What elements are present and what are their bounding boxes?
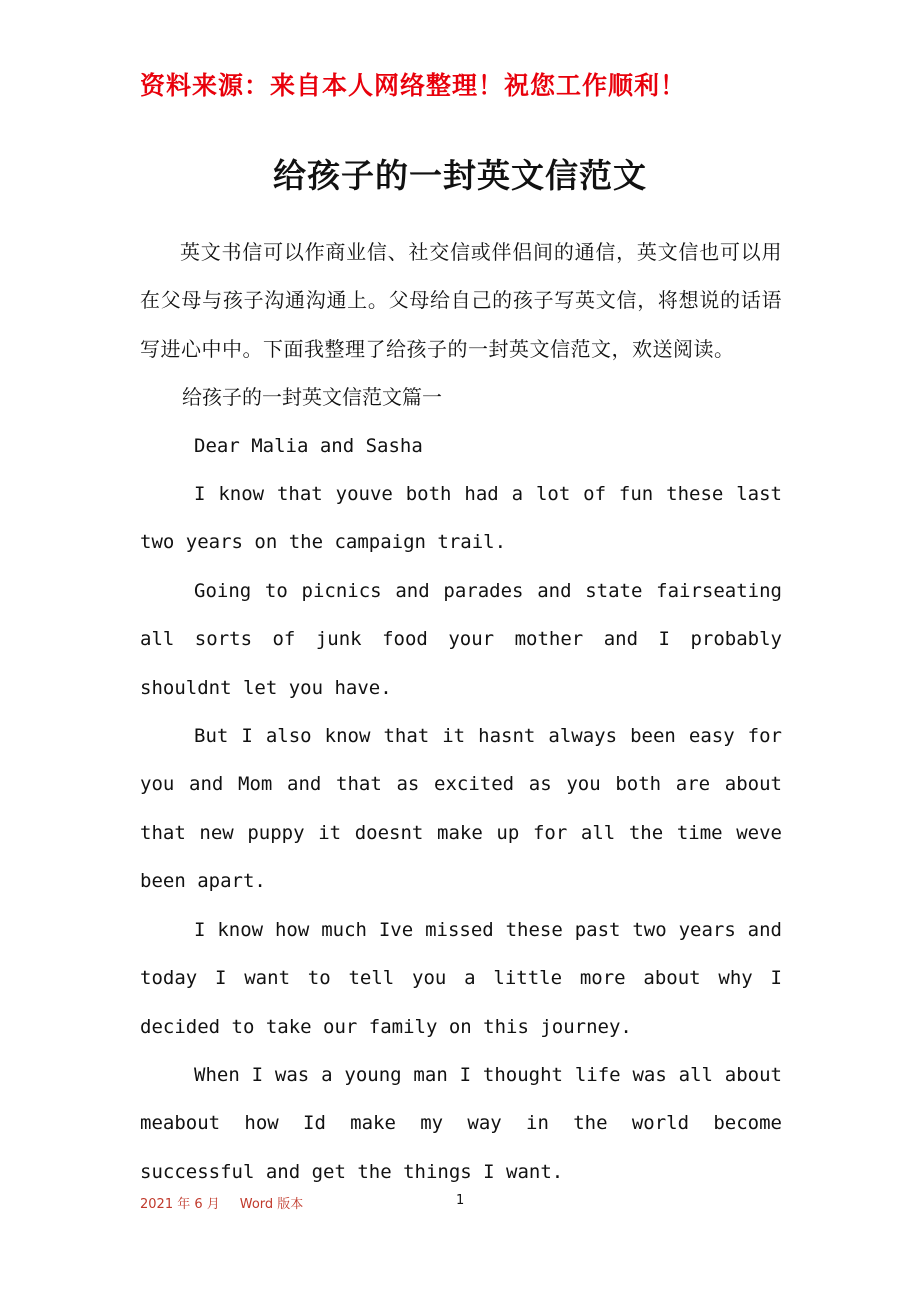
letter-paragraph: When I was a young man I thought life was all about meabout how Id make my way in the world become successful and get the things I want. xyxy=(140,1063,782,1183)
footer-version: Word 版本 xyxy=(239,1197,304,1212)
letter-paragraph: Going to picnics and parades and state fairseating all sorts of junk food your mother and I probably shouldnt let you have. xyxy=(140,579,782,699)
source-notice: 资料来源：来自本人网络整理！祝您工作顺利！ xyxy=(140,71,687,100)
footer-date: 2021 年 6 月 xyxy=(140,1197,220,1212)
letter-paragraph: I know how much Ive missed these past two years and today I want to tell you a little more about why I decided to take our family on this journey. xyxy=(140,918,782,1038)
footer-date-version xyxy=(140,1193,323,1212)
letter-paragraph: But I also know that it hasnt always been easy for you and Mom and that as excited as you both are about that new puppy it doesnt make up for all the time weve been apart. xyxy=(140,725,782,893)
letter-paragraph: I know that youve both had a lot of fun these last two years on the campaign trail. xyxy=(140,483,782,554)
document-title: 给孩子的一封英文信范文 xyxy=(273,156,647,195)
page-number: 1 xyxy=(456,1193,465,1208)
intro-paragraph: 英文书信可以作商业信、社交信或伴侣间的通信，英文信也可以用在父母与孩子沟通沟通上。父母给自己的孩子写英文信，将想说的话语写进心中中。下面我整理了给孩子的一封英文信范文，欢送阅读。 xyxy=(140,240,782,361)
greeting: Dear Malia and Sasha xyxy=(194,434,423,457)
document-body xyxy=(140,228,782,1196)
section-title: 给孩子的一封英文信范文篇一 xyxy=(182,385,442,410)
